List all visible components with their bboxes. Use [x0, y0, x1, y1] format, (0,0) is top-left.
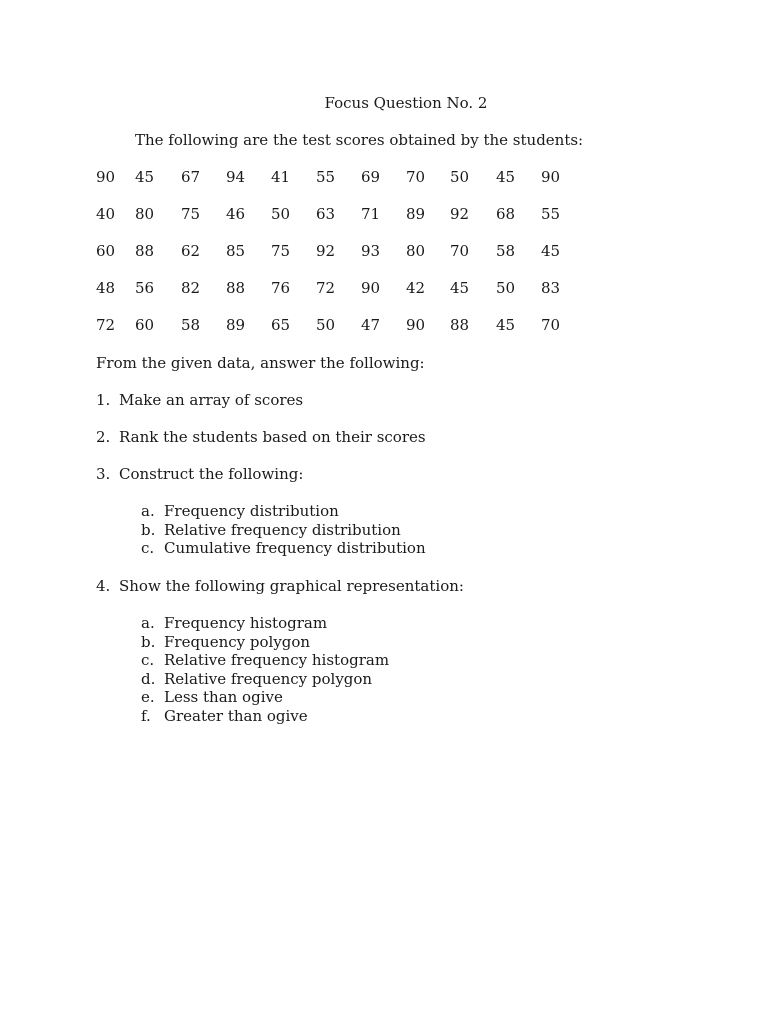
document-title: Focus Question No. 2: [324, 94, 488, 112]
score-cell: 94: [226, 168, 246, 186]
score-cell: 45: [450, 279, 470, 297]
score-cell: 50: [496, 279, 516, 297]
item-letter: a.: [141, 502, 155, 520]
score-cell: 80: [135, 205, 155, 223]
list-item: [141, 688, 389, 707]
score-cell: 55: [316, 168, 336, 186]
score-cell: 90: [406, 316, 426, 334]
score-cell: 75: [271, 242, 291, 260]
score-cell: 63: [316, 205, 336, 223]
item-letter: e.: [141, 688, 155, 707]
score-cell: 40: [96, 205, 116, 223]
score-cell: 89: [406, 205, 426, 223]
score-cell: 89: [226, 316, 246, 334]
item-text: Frequency polygon: [164, 632, 311, 651]
item-text: Greater than ogive: [164, 706, 308, 725]
score-cell: 60: [96, 242, 116, 260]
score-cell: 41: [271, 168, 291, 186]
question-4: [96, 576, 464, 596]
list-item: [141, 502, 426, 521]
score-cell: 45: [135, 168, 155, 186]
question-3: [96, 464, 303, 484]
item-letter: d.: [141, 669, 156, 688]
question-text: Construct the following:: [119, 465, 304, 483]
list-item: [141, 521, 426, 540]
question-3-sublist: [141, 502, 426, 558]
score-cell: 42: [406, 279, 426, 297]
question-number: 4.: [96, 577, 111, 595]
item-text: Frequency distribution: [164, 502, 339, 520]
score-cell: 62: [181, 242, 201, 260]
score-cell: 70: [450, 242, 470, 260]
list-item: [141, 539, 426, 558]
score-cell: 65: [271, 316, 291, 334]
list-item: [141, 670, 389, 689]
item-text: Less than ogive: [164, 688, 283, 707]
score-cell: 45: [496, 168, 516, 186]
score-cell: 80: [406, 242, 426, 260]
score-cell: 92: [450, 205, 470, 223]
score-cell: 92: [316, 242, 336, 260]
score-cell: 70: [406, 168, 426, 186]
score-cell: 70: [541, 316, 561, 334]
score-cell: 83: [541, 279, 561, 297]
item-letter: c.: [141, 651, 155, 670]
question-1: [96, 390, 303, 410]
score-cell: 90: [361, 279, 381, 297]
score-cell: 68: [496, 205, 516, 223]
question-text: Show the following graphical representation:: [119, 577, 464, 595]
score-cell: 46: [226, 205, 246, 223]
score-cell: 69: [361, 168, 381, 186]
score-cell: 76: [271, 279, 291, 297]
question-number: 1.: [96, 391, 111, 409]
item-letter: b.: [141, 632, 156, 651]
list-item: [141, 633, 389, 652]
question-number: 2.: [96, 428, 111, 446]
item-letter: c.: [141, 539, 155, 558]
item-text: Cumulative frequency distribution: [164, 539, 426, 558]
item-letter: a.: [141, 614, 155, 632]
list-item: [141, 651, 389, 670]
score-cell: 58: [496, 242, 516, 260]
score-cell: 93: [361, 242, 381, 260]
score-cell: 60: [135, 316, 155, 334]
score-cell: 90: [541, 168, 561, 186]
item-text: Relative frequency distribution: [164, 520, 401, 539]
question-number: 3.: [96, 465, 111, 483]
item-letter: b.: [141, 520, 156, 539]
list-item: [141, 614, 389, 633]
score-cell: 50: [316, 316, 336, 334]
score-cell: 88: [135, 242, 155, 260]
score-cell: 56: [135, 279, 155, 297]
score-cell: 82: [181, 279, 201, 297]
score-cell: 85: [226, 242, 246, 260]
item-letter: f.: [141, 706, 151, 725]
score-cell: 47: [361, 316, 381, 334]
score-cell: 50: [271, 205, 291, 223]
item-text: Relative frequency polygon: [164, 669, 373, 688]
question-text: Make an array of scores: [119, 391, 304, 409]
intro-text: The following are the test scores obtained by the students:: [135, 131, 584, 149]
list-item: [141, 707, 389, 726]
score-cell: 55: [541, 205, 561, 223]
score-cell: 72: [316, 279, 336, 297]
item-text: Relative frequency histogram: [164, 651, 390, 670]
question-2: [96, 427, 426, 447]
score-cell: 67: [181, 168, 201, 186]
score-cell: 75: [181, 205, 201, 223]
score-cell: 90: [96, 168, 116, 186]
score-cell: 50: [450, 168, 470, 186]
item-text: Frequency histogram: [164, 614, 328, 632]
score-cell: 88: [226, 279, 246, 297]
score-cell: 72: [96, 316, 116, 334]
question-lead: From the given data, answer the following:: [96, 354, 425, 372]
question-text: Rank the students based on their scores: [119, 428, 426, 446]
score-cell: 48: [96, 279, 116, 297]
score-cell: 71: [361, 205, 381, 223]
score-cell: 58: [181, 316, 201, 334]
score-cell: 45: [496, 316, 516, 334]
score-cell: 45: [541, 242, 561, 260]
score-cell: 88: [450, 316, 470, 334]
question-4-sublist: [141, 614, 389, 726]
